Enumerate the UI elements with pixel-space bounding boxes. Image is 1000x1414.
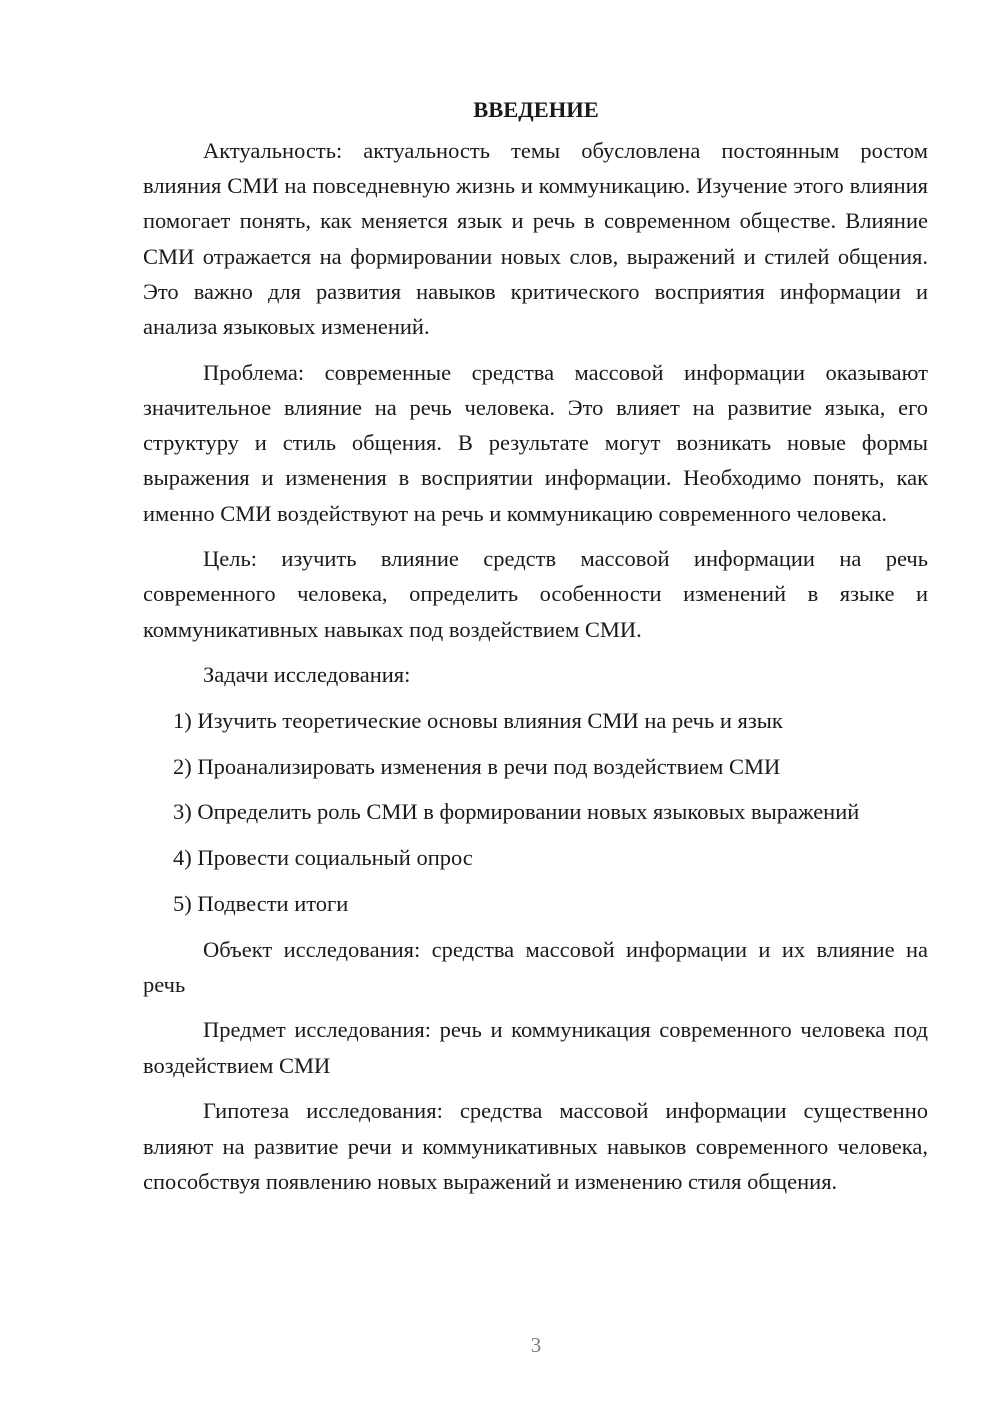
subject-paragraph: Предмет исследования: речь и коммуникация современного человека под воздействием СМИ (143, 1017, 928, 1078)
task-item: 4) Провести социальный опрос (173, 845, 473, 871)
hypothesis-paragraph: Гипотеза исследования: средства массовой информации существенно влияют на развитие речи и коммуникативных навыков современного человека, способствуя появлению новых выражений и изменению стиля общения. (143, 1098, 928, 1194)
task-item: 3) Определить роль СМИ в формировании новых языковых выражений (173, 799, 860, 825)
page-title: ВВЕДЕНИЕ (473, 97, 599, 122)
relevance-paragraph: Актуальность: актуальность темы обусловлена постоянным ростом влияния СМИ на повседневную жизнь и коммуникацию. Изучение этого влияния помогает понять, как меняется язык и речь в современном обществе. Влияние СМИ отражается на формировании новых слов, выражений и стилей общения. Это важно для развития навыков критического восприятия информации и анализа языковых изменений. (143, 138, 928, 340)
object-paragraph: Объект исследования: средства массовой информации и их влияние на речь (143, 936, 928, 997)
tasks-heading: Задачи исследования: (203, 662, 411, 688)
goal-paragraph: Цель: изучить влияние средств массовой информации на речь современного человека, определить особенности изменений в языке и коммуникативных навыках под воздействием СМИ. (143, 546, 928, 642)
problem-paragraph: Проблема: современные средства массовой информации оказывают значительное влияние на речь человека. Это влияет на развитие языка, его структуру и стиль общения. В результате могут возникать новые формы выражения и изменения в восприятии информации. Необходимо понять, как именно СМИ воздействуют на речь и коммуникацию современного человека. (143, 359, 928, 526)
task-item: 1) Изучить теоретические основы влияния СМИ на речь и язык (173, 708, 783, 734)
page-content (143, 92, 928, 1209)
task-item: 5) Подвести итоги (173, 890, 349, 916)
page-number: 3 (530, 1333, 542, 1357)
task-item: 2) Проанализировать изменения в речи под воздействием СМИ (173, 753, 781, 779)
